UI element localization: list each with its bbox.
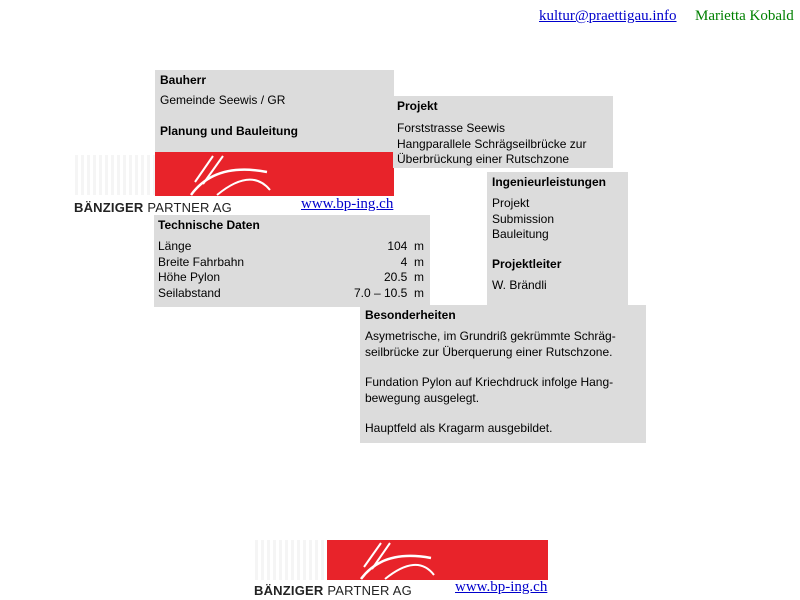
- besonderheiten-box: [360, 305, 646, 443]
- tech-row: [158, 270, 424, 286]
- tech-label: Seilabstand: [158, 285, 221, 300]
- tech-row: [158, 255, 424, 271]
- tech-value: 20.5 m: [383, 270, 424, 284]
- author-name: Marietta Kobald: [695, 8, 794, 24]
- besonderheiten-line: seilbrücke zur Überquerung einer Rutschzone.: [365, 344, 613, 359]
- company-name-bold: BÄNZIGER: [74, 200, 144, 215]
- technische-daten-title: Technische Daten: [158, 218, 260, 232]
- technische-daten-box: [154, 215, 430, 307]
- company-name-light: PARTNER AG: [147, 200, 232, 215]
- tech-row: [158, 239, 424, 255]
- bauherr-title: Bauherr: [160, 73, 207, 87]
- company-name-top: [74, 200, 232, 215]
- projekt-line: Hangparallele Schrägseilbrücke zur: [397, 136, 587, 151]
- website-link-bottom[interactable]: www.bp-ing.ch: [455, 579, 548, 595]
- projekt-line: Forststrasse Seewis: [397, 121, 506, 135]
- tech-value: 104 m: [387, 239, 424, 253]
- besonderheiten-line: bewegung ausgelegt.: [365, 390, 480, 405]
- logo-swoosh-icon: [327, 540, 548, 580]
- company-name-bold: BÄNZIGER: [254, 583, 324, 598]
- email-link[interactable]: kultur@praettigau.info: [539, 8, 677, 24]
- ingenieur-box: [487, 172, 628, 308]
- tech-row: [158, 286, 424, 302]
- besonderheiten-line: Asymetrische, im Grundriß gekrümmte Schräg-: [365, 329, 616, 343]
- besonderheiten-line: Fundation Pylon auf Kriechdruck infolge Hang-: [365, 375, 614, 389]
- ingenieur-item: Projekt: [492, 196, 530, 210]
- company-name-light: PARTNER AG: [327, 583, 412, 598]
- ingenieur-item: Submission: [492, 211, 555, 226]
- logo-band-bottom: [327, 540, 548, 580]
- tech-label: Länge: [158, 239, 192, 253]
- projekt-box: [393, 96, 613, 168]
- ingenieur-title: Ingenieurleistungen: [492, 175, 607, 189]
- tech-value: 4 m: [400, 254, 424, 269]
- bauherr-box: [155, 70, 394, 156]
- tech-label: Höhe Pylon: [158, 270, 221, 284]
- logo-ghost-bottom: [255, 540, 327, 580]
- projekt-line: Überbrückung einer Rutschzone: [397, 152, 570, 166]
- ingenieur-item: Bauleitung: [492, 227, 549, 241]
- leader-title: Projektleiter: [492, 256, 562, 271]
- bauherr-value: Gemeinde Seewis / GR: [160, 93, 286, 107]
- website-link-top[interactable]: www.bp-ing.ch: [301, 196, 394, 212]
- planning-title: Planung und Bauleitung: [160, 123, 298, 138]
- logo-ghost-top: [75, 155, 155, 195]
- tech-label: Breite Fahrbahn: [158, 254, 245, 269]
- leader-name: W. Brändli: [492, 277, 547, 292]
- besonderheiten-title: Besonderheiten: [365, 308, 456, 322]
- besonderheiten-line: Hauptfeld als Kragarm ausgebildet.: [365, 421, 553, 435]
- projekt-title: Projekt: [397, 99, 438, 113]
- logo-band-top: [155, 152, 394, 196]
- tech-value: 7.0 – 10.5 m: [353, 285, 424, 300]
- company-name-bottom: [254, 583, 412, 598]
- logo-swoosh-icon: [155, 152, 394, 196]
